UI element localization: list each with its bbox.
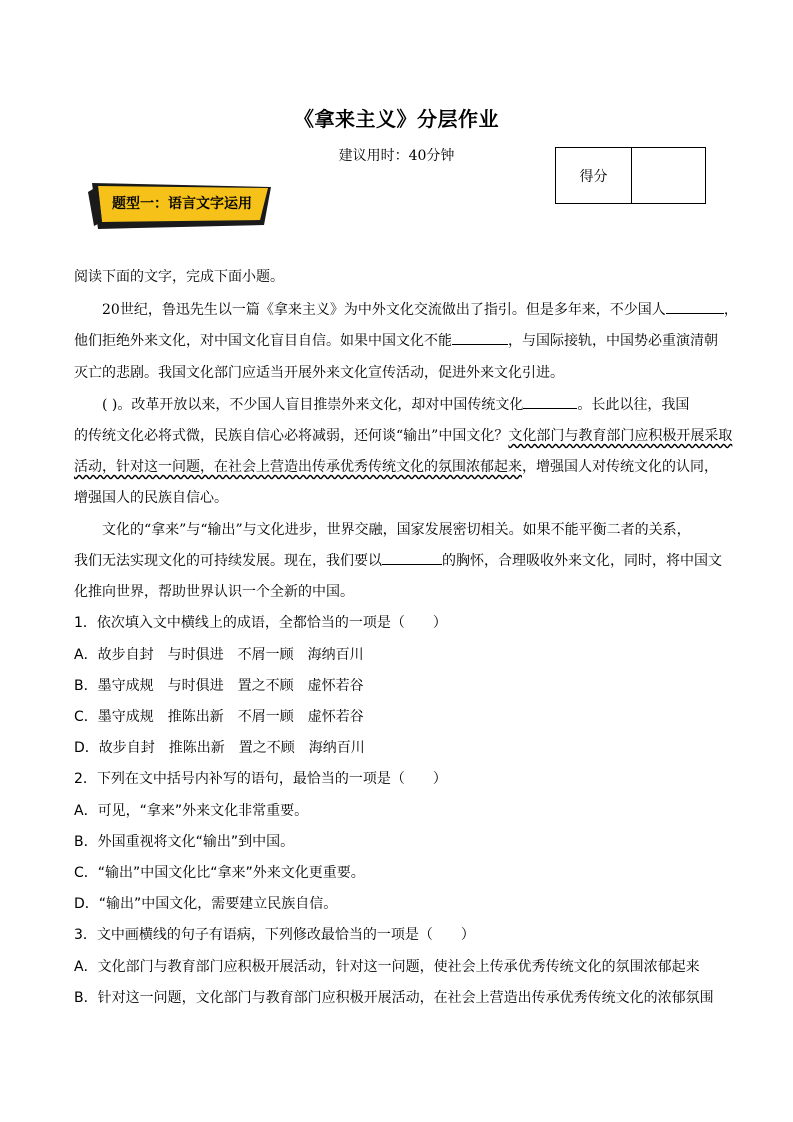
option-b[interactable]: B．外国重视将文化“输出”到中国。 [74, 834, 295, 850]
passage-line: 灭亡的悲剧。我国文化部门应适当开展外来文化宣传活动，促进外来文化引进。 [74, 365, 564, 381]
option-a[interactable]: A．可见，“拿来”外来文化非常重要。 [74, 803, 309, 819]
option-a[interactable]: A．故步自封 与时俱进 不屑一顾 海纳百川 [74, 647, 364, 663]
option-c[interactable]: C．墨守成规 推陈出新 不屑一顾 虚怀若谷 [74, 709, 364, 725]
passage-line: 我们无法实现文化的可持续发展。现在，我们要以 的胸怀，合理吸收外来文化，同时，将中国文 [74, 550, 722, 570]
passage-line: 的传统文化必将式微，民族自信心必将减弱，还何谈“输出”中国文化？文化部门与教育部门应积极开展采取 [74, 428, 733, 444]
option-c[interactable]: C．“输出”中国文化比“拿来”外来文化更重要。 [74, 865, 365, 881]
section-label: 题型一：语言文字运用 [112, 196, 252, 212]
option-d[interactable]: D．“输出”中国文化，需要建立民族自信。 [74, 896, 338, 912]
question-stem: 1．依次填入文中横线上的成语，全都恰当的一项是（ ） [74, 615, 447, 631]
score-box [555, 147, 706, 204]
score-value-cell[interactable] [632, 148, 705, 203]
passage-line: 增强国人的民族自信心。 [74, 490, 228, 506]
question-stem: 3．文中画横线的句子有语病，下列修改最恰当的一项是（ ） [74, 927, 475, 943]
passage-line: ( )。改革开放以来，不少国人盲目推崇外来文化，却对中国传统文化 。长此以往，我国 [74, 394, 689, 414]
passage-line: 20世纪，鲁迅先生以一篇《拿来主义》为中外文化交流做出了指引。但是多年来，不少国人 ， [74, 299, 738, 319]
passage-line: 他们拒绝外来文化，对中国文化盲目自信。如果中国文化不能 ，与国际接轨，中国势必重演清朝 [74, 330, 718, 350]
passage-line: 活动，针对这一问题，在社会上营造出传承优秀传统文化的氛围浓郁起来，增强国人对传统文化的认同， [74, 459, 718, 475]
page-title: 《拿来主义》分层作业 [294, 107, 499, 131]
blank-4[interactable] [382, 550, 442, 565]
blank-1[interactable] [666, 299, 724, 314]
instruction: 阅读下面的文字，完成下面小题。 [74, 269, 284, 285]
blank-2[interactable] [452, 330, 508, 345]
section-tag [88, 180, 273, 230]
option-b[interactable]: B．墨守成规 与时俱进 置之不顾 虚怀若谷 [74, 678, 364, 694]
option-b[interactable]: B．针对这一问题，文化部门与教育部门应积极开展活动，在社会上营造出传承优秀传统文化的浓郁氛围 [74, 990, 714, 1006]
option-a[interactable]: A．文化部门与教育部门应积极开展活动，针对这一问题，使社会上传承优秀传统文化的氛围浓郁起来 [74, 959, 700, 975]
suggested-time: 建议用时：40分钟 [338, 148, 455, 164]
passage-line: 文化的“拿来”与“输出”与文化进步，世界交融，国家发展密切相关。如果不能平衡二者的关系， [102, 522, 691, 538]
passage-line: 化推向世界，帮助世界认识一个全新的中国。 [74, 584, 354, 600]
question-stem: 2．下列在文中括号内补写的语句，最恰当的一项是（ ） [74, 771, 447, 787]
option-d[interactable]: D．故步自封 推陈出新 置之不顾 海纳百川 [74, 740, 365, 756]
score-label: 得分 [556, 148, 632, 203]
blank-3[interactable] [523, 394, 577, 409]
